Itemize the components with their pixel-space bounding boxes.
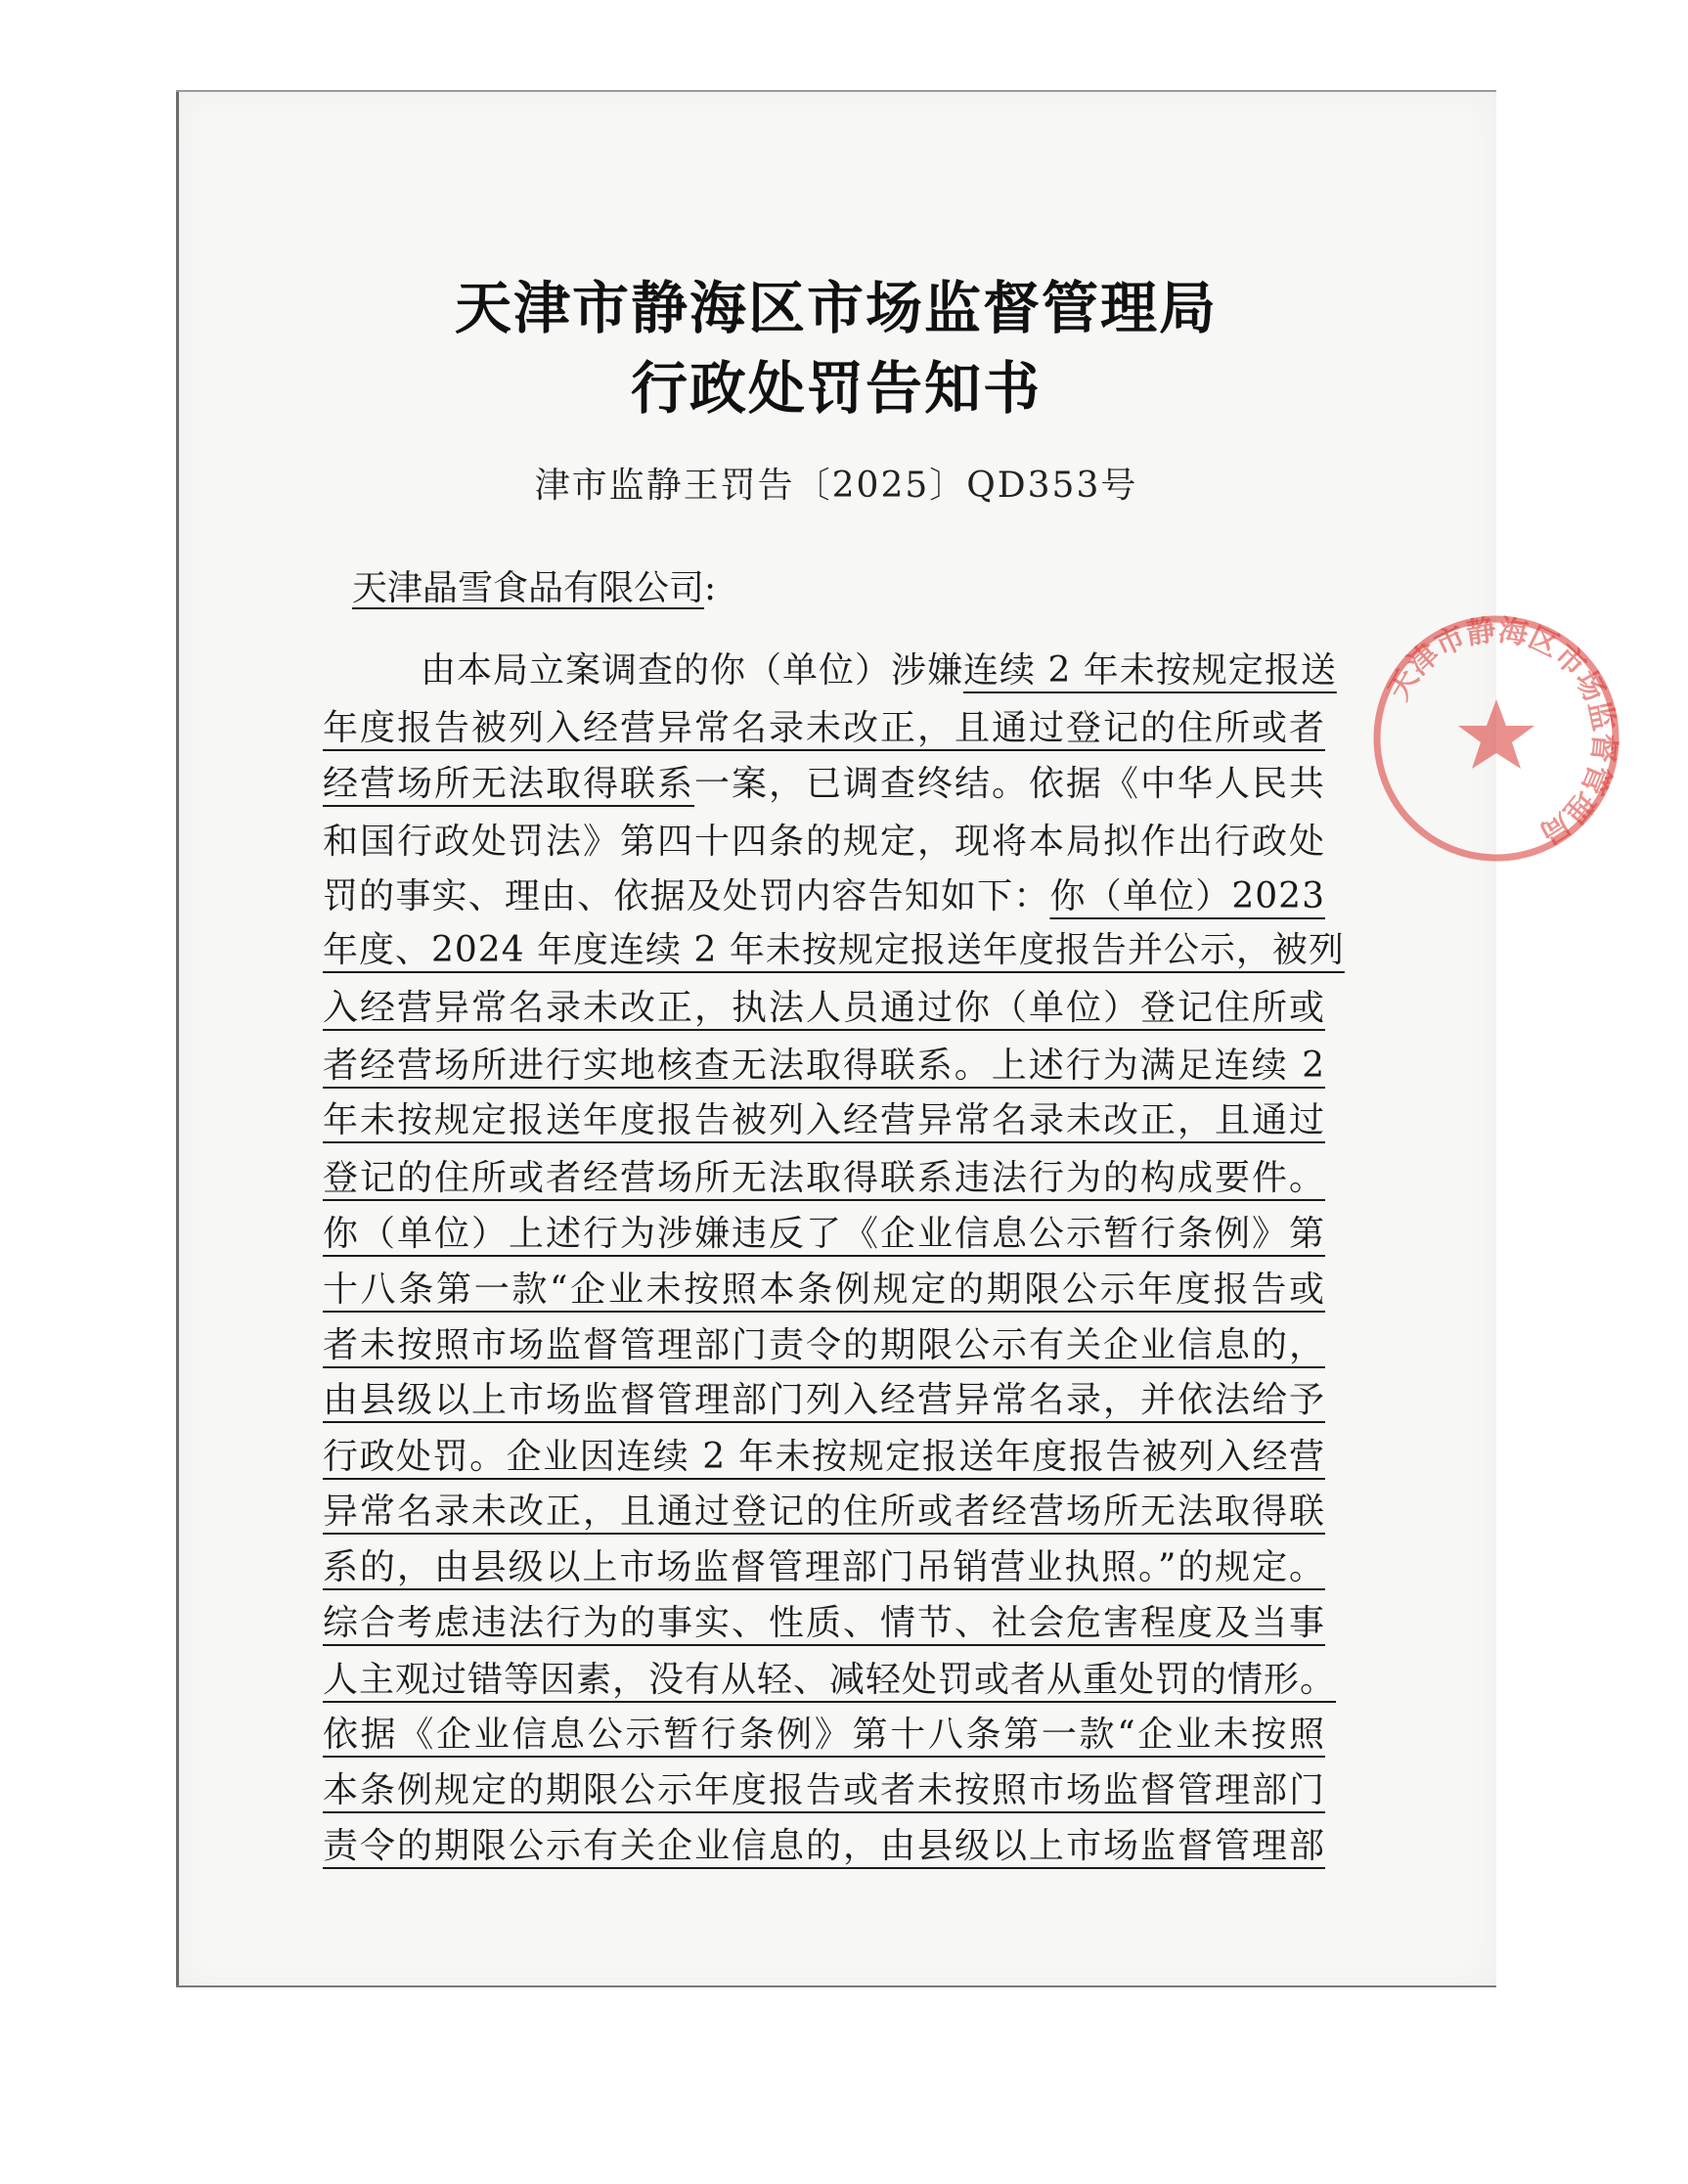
body-line (323, 1263, 1325, 1317)
document-title-line2: 行政处罚告知书 (630, 355, 1042, 422)
body-text: 由本局立案调查的你（单位）涉嫌 (421, 650, 964, 691)
body-text: 一案，已调查终结。依据《中华人民共 (694, 764, 1325, 804)
body-line (323, 701, 1325, 756)
body-text: 罚的事实、理由、依据及处罚内容告知如下： (323, 876, 1050, 916)
underlined-text: 综合考虑违法行为的事实、性质、情节、社会危害程度及当事 (323, 1603, 1325, 1643)
addressee-name: 天津晶雪食品有限公司 (352, 568, 705, 608)
body-line (421, 644, 1337, 698)
page-edge-bottom (176, 1985, 1496, 1987)
underlined-text: 年未按规定报送年度报告被列入经营异常名录未改正，且通过 (323, 1100, 1325, 1140)
underlined-text: 人主观过错等因素，没有从轻、减轻处罚或者从重处罚的情形。 (323, 1660, 1337, 1700)
seal-text: 天津市静海区市场监督管理局 (1381, 613, 1621, 851)
underlined-text: 者经营场所进行实地核查无法取得联系。上述行为满足连续 2 (323, 1046, 1325, 1086)
seal-star-icon (1458, 699, 1534, 769)
underlined-text: 本条例规定的期限公示年度报告或者未按照市场监督管理部门 (323, 1770, 1325, 1810)
underlined-text: 十八条第一款“企业未按照本条例规定的期限公示年度报告或 (323, 1270, 1325, 1310)
body-line (323, 1763, 1325, 1818)
body-line (323, 1373, 1325, 1428)
addressee-colon: : (704, 568, 717, 608)
body-line (323, 1485, 1325, 1539)
body-line (323, 1819, 1325, 1874)
underlined-text: 年度、2024 年度连续 2 年未按规定报送年度报告并公示，被列 (323, 930, 1345, 970)
underlined-text: 你（单位）2023 (1049, 876, 1325, 916)
underlined-text: 行政处罚。企业因连续 2 年未按规定报送年度报告被列入经营 (323, 1437, 1325, 1477)
body-line (323, 1653, 1337, 1708)
body-line (323, 1207, 1325, 1262)
body-line (323, 1039, 1325, 1093)
body-line (323, 923, 1345, 978)
body-line (323, 981, 1325, 1036)
underlined-text: 经营场所无法取得联系 (323, 764, 694, 804)
underlined-text: 登记的住所或者经营场所无法取得联系违法行为的构成要件。 (323, 1158, 1325, 1198)
body-line (323, 815, 1325, 869)
body-line (323, 1318, 1325, 1373)
official-seal (1364, 606, 1628, 870)
page-edge-top (176, 90, 1496, 92)
body-line (323, 1596, 1325, 1651)
underlined-text: 由县级以上市场监督管理部门列入经营异常名录，并依法给予 (323, 1380, 1325, 1420)
body-line (323, 1708, 1325, 1762)
document-title-line1: 天津市静海区市场监督管理局 (454, 275, 1218, 341)
underlined-text: 者未按照市场监督管理部门责令的期限公示有关企业信息的， (323, 1325, 1325, 1365)
underlined-text: 年度报告被列入经营异常名录未改正，且通过登记的住所或者 (323, 708, 1325, 748)
body-line (323, 1151, 1325, 1206)
body-text: 和国行政处罚法》第四十四条的规定，现将本局拟作出行政处 (323, 822, 1325, 862)
addressee (352, 560, 716, 610)
body-line (323, 1093, 1325, 1148)
body-line (323, 757, 1325, 812)
underlined-text: 你（单位）上述行为涉嫌违反了《企业信息公示暂行条例》第 (323, 1214, 1325, 1254)
body-line (323, 1540, 1325, 1595)
underlined-text: 责令的期限公示有关企业信息的，由县级以上市场监督管理部 (323, 1826, 1325, 1866)
underlined-text: 系的，由县级以上市场监督管理部门吊销营业执照。”的规定。 (323, 1547, 1325, 1587)
body-line (323, 1430, 1325, 1485)
underlined-text: 连续 2 年未按规定报送 (963, 650, 1337, 691)
underlined-text: 入经营异常名录未改正，执法人员通过你（单位）登记住所或 (323, 988, 1325, 1028)
document-number: 津市监静王罚告〔2025〕QD353号 (534, 466, 1138, 506)
body-line (323, 869, 1325, 924)
underlined-text: 依据《企业信息公示暂行条例》第十八条第一款“企业未按照 (323, 1715, 1325, 1755)
underlined-text: 异常名录未改正，且通过登记的住所或者经营场所无法取得联 (323, 1492, 1325, 1532)
